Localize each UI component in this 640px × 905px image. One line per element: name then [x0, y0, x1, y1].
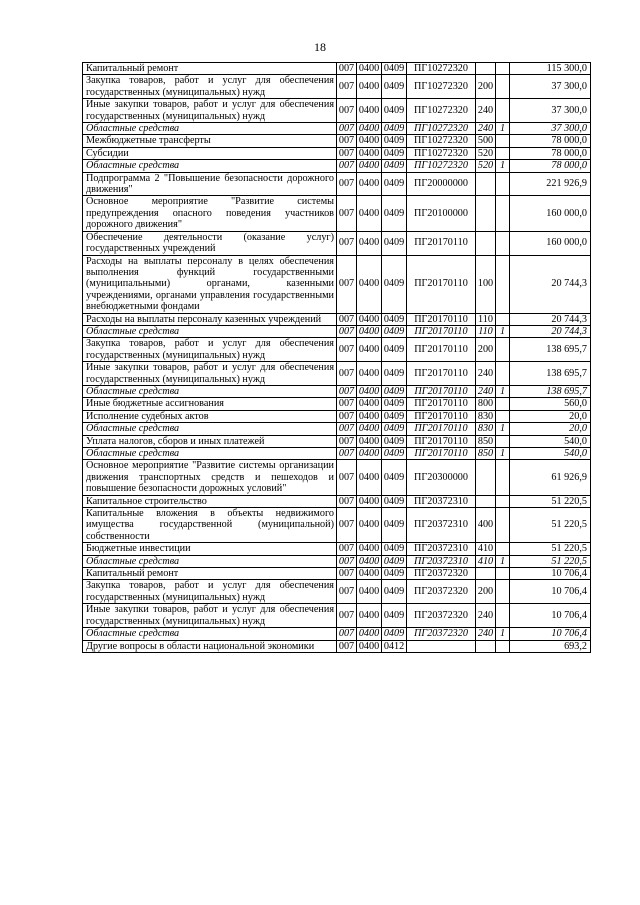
item-name: Капитальные вложения в объекты недвижимого имущества государственной (муниципальной) собственности	[83, 508, 337, 543]
target-article-code: ПГ10272320	[407, 160, 476, 172]
target-article-code	[407, 640, 476, 652]
amount: 10 706,4	[510, 580, 591, 604]
target-article-code: ПГ20000000	[407, 172, 476, 196]
funding-source-code: 1	[496, 160, 510, 172]
subsection-code: 0409	[382, 628, 407, 640]
item-name: Расходы на выплаты персоналу в целях обеспечения выполнения функций государственными (муниципальными) органами, казенными учреждениями, органами управления государственными внебюджетными фондами	[83, 255, 337, 313]
table-row	[83, 362, 591, 386]
subsection-code: 0409	[382, 172, 407, 196]
subsection-code: 0409	[382, 410, 407, 422]
table-row	[83, 580, 591, 604]
target-article-code: ПГ20170110	[407, 435, 476, 447]
subsection-code: 0409	[382, 231, 407, 255]
amount: 20 744,3	[510, 313, 591, 325]
item-name: Иные закупки товаров, работ и услуг для обеспечения государственных (муниципальных) нужд	[83, 362, 337, 386]
item-name: Областные средства	[83, 448, 337, 460]
subsection-code: 0409	[382, 99, 407, 123]
section-code: 0400	[357, 495, 382, 507]
department-code: 007	[337, 435, 357, 447]
amount: 20 744,3	[510, 255, 591, 313]
funding-source-code	[496, 508, 510, 543]
funding-source-code: 1	[496, 325, 510, 337]
target-article-code: ПГ20170110	[407, 338, 476, 362]
target-article-code: ПГ20372320	[407, 604, 476, 628]
department-code: 007	[337, 75, 357, 99]
expense-type-code: 520	[476, 147, 496, 159]
department-code: 007	[337, 160, 357, 172]
item-name: Субсидии	[83, 147, 337, 159]
subsection-code: 0409	[382, 160, 407, 172]
expense-type-code: 110	[476, 325, 496, 337]
expense-type-code: 240	[476, 628, 496, 640]
subsection-code: 0409	[382, 313, 407, 325]
funding-source-code	[496, 580, 510, 604]
funding-source-code	[496, 255, 510, 313]
funding-source-code	[496, 410, 510, 422]
section-code: 0400	[357, 385, 382, 397]
amount: 115 300,0	[510, 63, 591, 75]
funding-source-code	[496, 313, 510, 325]
target-article-code: ПГ20170110	[407, 255, 476, 313]
funding-source-code	[496, 568, 510, 580]
department-code: 007	[337, 568, 357, 580]
item-name: Областные средства	[83, 160, 337, 172]
item-name: Исполнение судебных актов	[83, 410, 337, 422]
target-article-code: ПГ20300000	[407, 460, 476, 495]
table-row	[83, 568, 591, 580]
section-code: 0400	[357, 410, 382, 422]
item-name: Областные средства	[83, 555, 337, 567]
department-code: 007	[337, 448, 357, 460]
department-code: 007	[337, 135, 357, 147]
page-number: 18	[314, 40, 326, 54]
amount: 540,0	[510, 448, 591, 460]
expense-type-code: 110	[476, 313, 496, 325]
section-code: 0400	[357, 628, 382, 640]
item-name: Иные закупки товаров, работ и услуг для обеспечения государственных (муниципальных) нужд	[83, 99, 337, 123]
amount: 37 300,0	[510, 75, 591, 99]
amount: 540,0	[510, 435, 591, 447]
target-article-code: ПГ20372320	[407, 568, 476, 580]
target-article-code: ПГ20170110	[407, 448, 476, 460]
item-name: Расходы на выплаты персоналу казенных учреждений	[83, 313, 337, 325]
item-name: Областные средства	[83, 385, 337, 397]
amount: 20 744,3	[510, 325, 591, 337]
subsection-code: 0409	[382, 147, 407, 159]
subsection-code: 0412	[382, 640, 407, 652]
target-article-code: ПГ10272320	[407, 147, 476, 159]
subsection-code: 0409	[382, 555, 407, 567]
subsection-code: 0409	[382, 423, 407, 435]
amount: 61 926,9	[510, 460, 591, 495]
item-name: Подпрограмма 2 "Повышение безопасности дорожного движения"	[83, 172, 337, 196]
funding-source-code	[496, 460, 510, 495]
section-code: 0400	[357, 196, 382, 231]
expense-type-code: 240	[476, 99, 496, 123]
department-code: 007	[337, 508, 357, 543]
funding-source-code	[496, 640, 510, 652]
item-name: Основное мероприятие "Развитие системы организации движения транспортных средств и пешеходов и повышение безопасности дорожных условий"	[83, 460, 337, 495]
funding-source-code	[496, 604, 510, 628]
department-code: 007	[337, 172, 357, 196]
subsection-code: 0409	[382, 508, 407, 543]
subsection-code: 0409	[382, 135, 407, 147]
subsection-code: 0409	[382, 448, 407, 460]
amount: 78 000,0	[510, 135, 591, 147]
amount: 560,0	[510, 398, 591, 410]
item-name: Закупка товаров, работ и услуг для обеспечения государственных (муниципальных) нужд	[83, 75, 337, 99]
subsection-code: 0409	[382, 196, 407, 231]
target-article-code: ПГ20372310	[407, 508, 476, 543]
amount: 51 220,5	[510, 495, 591, 507]
budget-table	[82, 62, 591, 653]
funding-source-code	[496, 99, 510, 123]
funding-source-code	[496, 196, 510, 231]
budget-table-body	[83, 63, 591, 653]
expense-type-code	[476, 495, 496, 507]
department-code: 007	[337, 147, 357, 159]
amount: 78 000,0	[510, 147, 591, 159]
expense-type-code: 200	[476, 75, 496, 99]
table-row-funding-source	[83, 628, 591, 640]
table-row	[83, 255, 591, 313]
funding-source-code	[496, 435, 510, 447]
section-code: 0400	[357, 172, 382, 196]
amount: 51 220,5	[510, 508, 591, 543]
funding-source-code	[496, 398, 510, 410]
table-row	[83, 172, 591, 196]
subsection-code: 0409	[382, 338, 407, 362]
table-row	[83, 75, 591, 99]
section-code: 0400	[357, 580, 382, 604]
item-name: Капитальное строительство	[83, 495, 337, 507]
item-name: Обеспечение деятельности (оказание услуг) государственных учреждений	[83, 231, 337, 255]
section-code: 0400	[357, 325, 382, 337]
section-code: 0400	[357, 435, 382, 447]
expense-type-code: 850	[476, 448, 496, 460]
department-code: 007	[337, 63, 357, 75]
target-article-code: ПГ10272320	[407, 99, 476, 123]
item-name: Областные средства	[83, 423, 337, 435]
expense-type-code: 410	[476, 543, 496, 555]
table-row	[83, 135, 591, 147]
section-code: 0400	[357, 362, 382, 386]
section-code: 0400	[357, 75, 382, 99]
item-name: Бюджетные инвестиции	[83, 543, 337, 555]
expense-type-code: 400	[476, 508, 496, 543]
item-name: Областные средства	[83, 628, 337, 640]
department-code: 007	[337, 255, 357, 313]
amount: 51 220,5	[510, 555, 591, 567]
target-article-code: ПГ20170110	[407, 313, 476, 325]
target-article-code: ПГ20170110	[407, 410, 476, 422]
table-row-funding-source	[83, 385, 591, 397]
subsection-code: 0409	[382, 580, 407, 604]
funding-source-code	[496, 338, 510, 362]
target-article-code: ПГ20170110	[407, 398, 476, 410]
table-row	[83, 231, 591, 255]
section-code: 0400	[357, 448, 382, 460]
subsection-code: 0409	[382, 123, 407, 135]
item-name: Иные закупки товаров, работ и услуг для обеспечения государственных (муниципальных) нужд	[83, 604, 337, 628]
department-code: 007	[337, 410, 357, 422]
expense-type-code	[476, 196, 496, 231]
section-code: 0400	[357, 398, 382, 410]
subsection-code: 0409	[382, 255, 407, 313]
department-code: 007	[337, 495, 357, 507]
department-code: 007	[337, 543, 357, 555]
funding-source-code: 1	[496, 423, 510, 435]
funding-source-code	[496, 362, 510, 386]
amount: 78 000,0	[510, 160, 591, 172]
section-code: 0400	[357, 123, 382, 135]
table-row-funding-source	[83, 555, 591, 567]
subsection-code: 0409	[382, 543, 407, 555]
expense-type-code	[476, 640, 496, 652]
table-row	[83, 398, 591, 410]
subsection-code: 0409	[382, 604, 407, 628]
amount: 10 706,4	[510, 604, 591, 628]
department-code: 007	[337, 338, 357, 362]
table-row	[83, 435, 591, 447]
funding-source-code	[496, 495, 510, 507]
funding-source-code: 1	[496, 123, 510, 135]
table-row	[83, 604, 591, 628]
item-name: Закупка товаров, работ и услуг для обеспечения государственных (муниципальных) нужд	[83, 338, 337, 362]
funding-source-code: 1	[496, 628, 510, 640]
funding-source-code	[496, 75, 510, 99]
target-article-code: ПГ20100000	[407, 196, 476, 231]
target-article-code: ПГ20170110	[407, 231, 476, 255]
section-code: 0400	[357, 135, 382, 147]
department-code: 007	[337, 604, 357, 628]
subsection-code: 0409	[382, 362, 407, 386]
expense-type-code	[476, 231, 496, 255]
section-code: 0400	[357, 508, 382, 543]
department-code: 007	[337, 423, 357, 435]
amount: 37 300,0	[510, 99, 591, 123]
funding-source-code	[496, 172, 510, 196]
subsection-code: 0409	[382, 385, 407, 397]
department-code: 007	[337, 628, 357, 640]
section-code: 0400	[357, 147, 382, 159]
target-article-code: ПГ20372320	[407, 580, 476, 604]
funding-source-code: 1	[496, 385, 510, 397]
table-row	[83, 495, 591, 507]
amount: 37 300,0	[510, 123, 591, 135]
amount: 10 706,4	[510, 568, 591, 580]
expense-type-code: 240	[476, 123, 496, 135]
item-name: Другие вопросы в области национальной экономики	[83, 640, 337, 652]
funding-source-code: 1	[496, 555, 510, 567]
amount: 20,0	[510, 423, 591, 435]
item-name: Уплата налогов, сборов и иных платежей	[83, 435, 337, 447]
amount: 160 000,0	[510, 231, 591, 255]
expense-type-code: 830	[476, 423, 496, 435]
target-article-code: ПГ10272320	[407, 123, 476, 135]
table-row	[83, 313, 591, 325]
expense-type-code: 240	[476, 385, 496, 397]
amount: 10 706,4	[510, 628, 591, 640]
table-row-funding-source	[83, 423, 591, 435]
department-code: 007	[337, 196, 357, 231]
expense-type-code	[476, 460, 496, 495]
department-code: 007	[337, 398, 357, 410]
section-code: 0400	[357, 543, 382, 555]
section-code: 0400	[357, 568, 382, 580]
section-code: 0400	[357, 423, 382, 435]
funding-source-code	[496, 543, 510, 555]
amount: 160 000,0	[510, 196, 591, 231]
expense-type-code: 830	[476, 410, 496, 422]
section-code: 0400	[357, 313, 382, 325]
section-code: 0400	[357, 160, 382, 172]
target-article-code: ПГ20372310	[407, 543, 476, 555]
section-code: 0400	[357, 640, 382, 652]
department-code: 007	[337, 313, 357, 325]
expense-type-code: 410	[476, 555, 496, 567]
section-code: 0400	[357, 63, 382, 75]
funding-source-code	[496, 135, 510, 147]
section-code: 0400	[357, 460, 382, 495]
expense-type-code: 200	[476, 580, 496, 604]
expense-type-code: 200	[476, 338, 496, 362]
item-name: Межбюджетные трансферты	[83, 135, 337, 147]
table-row	[83, 410, 591, 422]
item-name: Основное мероприятие "Развитие системы предупреждения опасного поведения участников дорожного движения"	[83, 196, 337, 231]
expense-type-code	[476, 172, 496, 196]
department-code: 007	[337, 580, 357, 604]
expense-type-code: 240	[476, 362, 496, 386]
item-name: Капитальный ремонт	[83, 63, 337, 75]
target-article-code: ПГ10272320	[407, 135, 476, 147]
target-article-code: ПГ20372320	[407, 628, 476, 640]
funding-source-code	[496, 63, 510, 75]
item-name: Областные средства	[83, 325, 337, 337]
section-code: 0400	[357, 604, 382, 628]
amount: 693,2	[510, 640, 591, 652]
target-article-code: ПГ20170110	[407, 362, 476, 386]
item-name: Иные бюджетные ассигнования	[83, 398, 337, 410]
target-article-code: ПГ20372310	[407, 555, 476, 567]
target-article-code: ПГ20170110	[407, 423, 476, 435]
expense-type-code	[476, 63, 496, 75]
subsection-code: 0409	[382, 63, 407, 75]
department-code: 007	[337, 362, 357, 386]
department-code: 007	[337, 325, 357, 337]
table-row-funding-source	[83, 160, 591, 172]
amount: 20,0	[510, 410, 591, 422]
section-code: 0400	[357, 99, 382, 123]
amount: 138 695,7	[510, 385, 591, 397]
funding-source-code	[496, 231, 510, 255]
subsection-code: 0409	[382, 398, 407, 410]
subsection-code: 0409	[382, 75, 407, 99]
table-row	[83, 196, 591, 231]
amount: 138 695,7	[510, 338, 591, 362]
item-name: Капитальный ремонт	[83, 568, 337, 580]
expense-type-code: 800	[476, 398, 496, 410]
department-code: 007	[337, 99, 357, 123]
expense-type-code: 240	[476, 604, 496, 628]
department-code: 007	[337, 460, 357, 495]
subsection-code: 0409	[382, 435, 407, 447]
department-code: 007	[337, 555, 357, 567]
table-row	[83, 63, 591, 75]
subsection-code: 0409	[382, 325, 407, 337]
item-name: Областные средства	[83, 123, 337, 135]
target-article-code: ПГ20372310	[407, 495, 476, 507]
table-row-funding-source	[83, 448, 591, 460]
department-code: 007	[337, 385, 357, 397]
subsection-code: 0409	[382, 495, 407, 507]
expense-type-code: 500	[476, 135, 496, 147]
amount: 221 926,9	[510, 172, 591, 196]
amount: 51 220,5	[510, 543, 591, 555]
table-row	[83, 99, 591, 123]
section-code: 0400	[357, 555, 382, 567]
table-row-funding-source	[83, 123, 591, 135]
subsection-code: 0409	[382, 568, 407, 580]
table-row	[83, 640, 591, 652]
section-code: 0400	[357, 338, 382, 362]
department-code: 007	[337, 123, 357, 135]
target-article-code: ПГ10272320	[407, 75, 476, 99]
expense-type-code	[476, 568, 496, 580]
section-code: 0400	[357, 255, 382, 313]
expense-type-code: 100	[476, 255, 496, 313]
department-code: 007	[337, 231, 357, 255]
subsection-code: 0409	[382, 460, 407, 495]
funding-source-code	[496, 147, 510, 159]
target-article-code: ПГ20170110	[407, 325, 476, 337]
amount: 138 695,7	[510, 362, 591, 386]
table-row	[83, 543, 591, 555]
expense-type-code: 520	[476, 160, 496, 172]
target-article-code: ПГ10272320	[407, 63, 476, 75]
expense-type-code: 850	[476, 435, 496, 447]
target-article-code: ПГ20170110	[407, 385, 476, 397]
table-row	[83, 338, 591, 362]
funding-source-code: 1	[496, 448, 510, 460]
table-row	[83, 147, 591, 159]
table-row	[83, 508, 591, 543]
section-code: 0400	[357, 231, 382, 255]
table-row	[83, 460, 591, 495]
table-row-funding-source	[83, 325, 591, 337]
item-name: Закупка товаров, работ и услуг для обеспечения государственных (муниципальных) нужд	[83, 580, 337, 604]
department-code: 007	[337, 640, 357, 652]
